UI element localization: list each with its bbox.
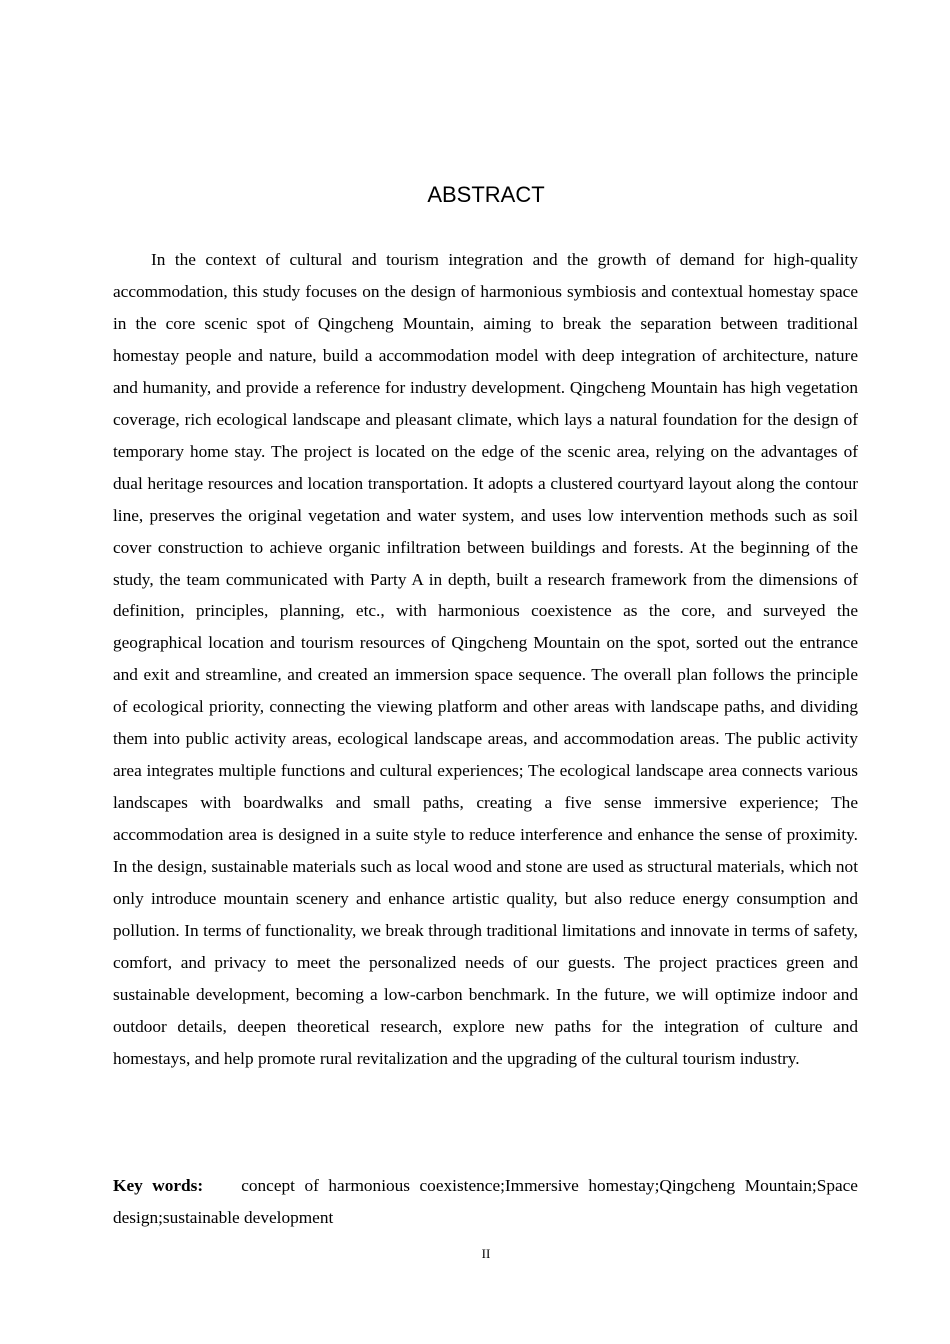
- abstract-title: ABSTRACT: [427, 182, 545, 207]
- page-number: II: [481, 1246, 491, 1261]
- keywords-label: Key words:: [113, 1176, 204, 1195]
- keywords-list: concept of harmonious coexistence;Immersive homestay;Qingcheng Mountain;Space design;sustainable development: [113, 1176, 858, 1227]
- abstract-body: In the context of cultural and tourism integration and the growth of demand for high-quality accommodation, this study focuses on the design of harmonious symbiosis and contextual homestay space in the core scenic spot of Qingcheng Mountain, aiming to break the separation between traditional homestay people and nature, build a accommodation model with deep integration of architecture, nature and humanity, and provide a reference for industry development. Qingcheng Mountain has high vegetation coverage, rich ecological landscape and pleasant climate, which lays a natural foundation for the design of temporary home stay. The project is located on the edge of the scenic area, relying on the advantages of dual heritage resources and location transportation. It adopts a clustered courtyard layout along the contour line, preserves the original vegetation and water system, and uses low intervention methods such as soil cover construction to achieve organic infiltration between buildings and forests. At the beginning of the study, the team communicated with Party A in depth, built a research framework from the dimensions of definition, principles, planning, etc., with harmonious coexistence as the core, and surveyed the geographical location and tourism resources of Qingcheng Mountain on the spot, sorted out the entrance and exit and streamline, and created an immersion space sequence. The overall plan follows the principle of ecological priority, connecting the viewing platform and other areas with landscape paths, and dividing them into public activity areas, ecological landscape areas, and accommodation areas. The public activity area integrates multiple functions and cultural experiences; The ecological landscape area connects various landscapes with boardwalks and small paths, creating a five sense immersive experience; The accommodation area is designed in a suite style to reduce interference and enhance the sense of proximity. In the design, sustainable materials such as local wood and stone are used as structural materials, which not only introduce mountain scenery and enhance artistic quality, but also reduce energy consumption and pollution. In terms of functionality, we break through traditional limitations and innovate in terms of safety, comfort, and privacy to meet the personalized needs of our guests. The project practices green and sustainable development, becoming a low-carbon benchmark. In the future, we will optimize indoor and outdoor details, deepen theoretical research, explore new paths for the integration of culture and homestays, and help promote rural revitalization and the upgrading of the cultural tourism industry.: [113, 250, 858, 1068]
- keywords-paragraph: [113, 1170, 858, 1234]
